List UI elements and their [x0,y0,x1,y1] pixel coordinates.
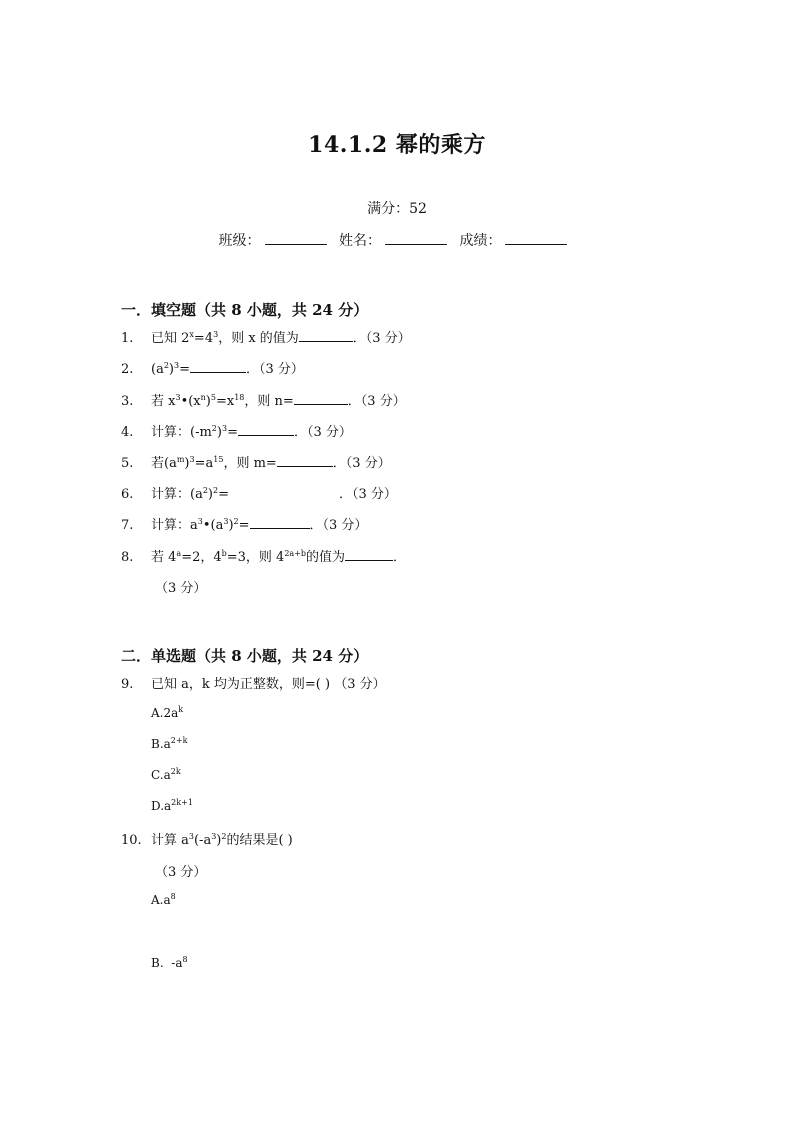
page-title: 14.1.2 幂的乘方 [308,132,486,158]
grade-blank[interactable] [505,232,567,245]
question-1: 1. 已知 $2^x=4^3$，则 x 的值为 ．（3 分） [121,330,411,346]
question-number: 7. [121,518,134,533]
name-blank[interactable] [385,232,447,245]
q9-option-d[interactable]: $D.a^{2k+1}$ [151,798,193,813]
answer-blank[interactable] [345,549,393,561]
question-number: 9. [121,677,134,692]
question-number: 1. [121,331,134,346]
name-label: 姓名： [339,233,381,249]
q9-option-a[interactable]: $A.2a^k$ [151,705,184,720]
question-number: 3. [121,394,134,409]
question-number: 5. [121,456,134,471]
q10-option-a[interactable]: $A.a^8$ [151,892,176,907]
question-10: 10. 计算 $a^3(-a^3)^2$的结果是( ) [121,832,293,848]
answer-blank[interactable] [299,330,353,342]
question-2: 2. $(a^2)^3=$ ．（3 分） [121,361,304,377]
question-number: 4. [121,425,134,440]
question-8-points: （3 分） [155,581,207,596]
student-info-line [0,230,794,250]
question-number: 10. [121,833,142,848]
question-number: 6. [121,487,134,502]
class-label: 班级： [218,233,261,249]
section-single-choice-heading: 二．单选题（共 8 小题，共 24 分） [121,647,369,665]
answer-blank[interactable] [277,455,333,467]
question-7: 7. 计算：$a^3•(a^3)^2=$ ．（3 分） [121,517,368,533]
question-3: 3. 若 $x^3•(x^n)^5=x^{18}$，则 n= ．（3 分） [121,393,406,409]
q9-option-c[interactable]: $C.a^{2k}$ [151,767,181,782]
question-5: 5. 若$(a^m)^3=a^{15}$，则 m= ．（3 分） [121,455,391,471]
question-number: 8. [121,550,134,565]
q10-option-b[interactable]: B. $-a^8$ [151,955,188,970]
question-number: 2. [121,362,134,377]
answer-blank[interactable] [190,361,246,373]
answer-blank[interactable] [294,393,348,405]
total-score: 满分：52 [367,201,427,217]
question-6: 6. 计算：$(a^2)^2=$ ．（3 分） [121,486,397,502]
question-4: 4. 计算：$(-m^2)^3=$ ．（3 分） [121,424,352,440]
section-fill-in-heading: 一．填空题（共 8 小题，共 24 分） [121,301,369,319]
answer-blank[interactable] [250,517,310,529]
question-9: 9. 已知 a，k 均为正整数，则=( ) （3 分） [121,677,386,692]
answer-blank[interactable] [238,424,294,436]
class-blank[interactable] [265,232,327,245]
grade-label: 成绩： [459,233,502,249]
question-8: 8. 若 $4^a=2$，$4^b=3$，则 $4^{2a+b}$的值为 ． [121,549,407,565]
question-10-points: （3 分） [155,865,207,880]
q9-option-b[interactable]: $B.a^{2+k}$ [151,736,188,751]
